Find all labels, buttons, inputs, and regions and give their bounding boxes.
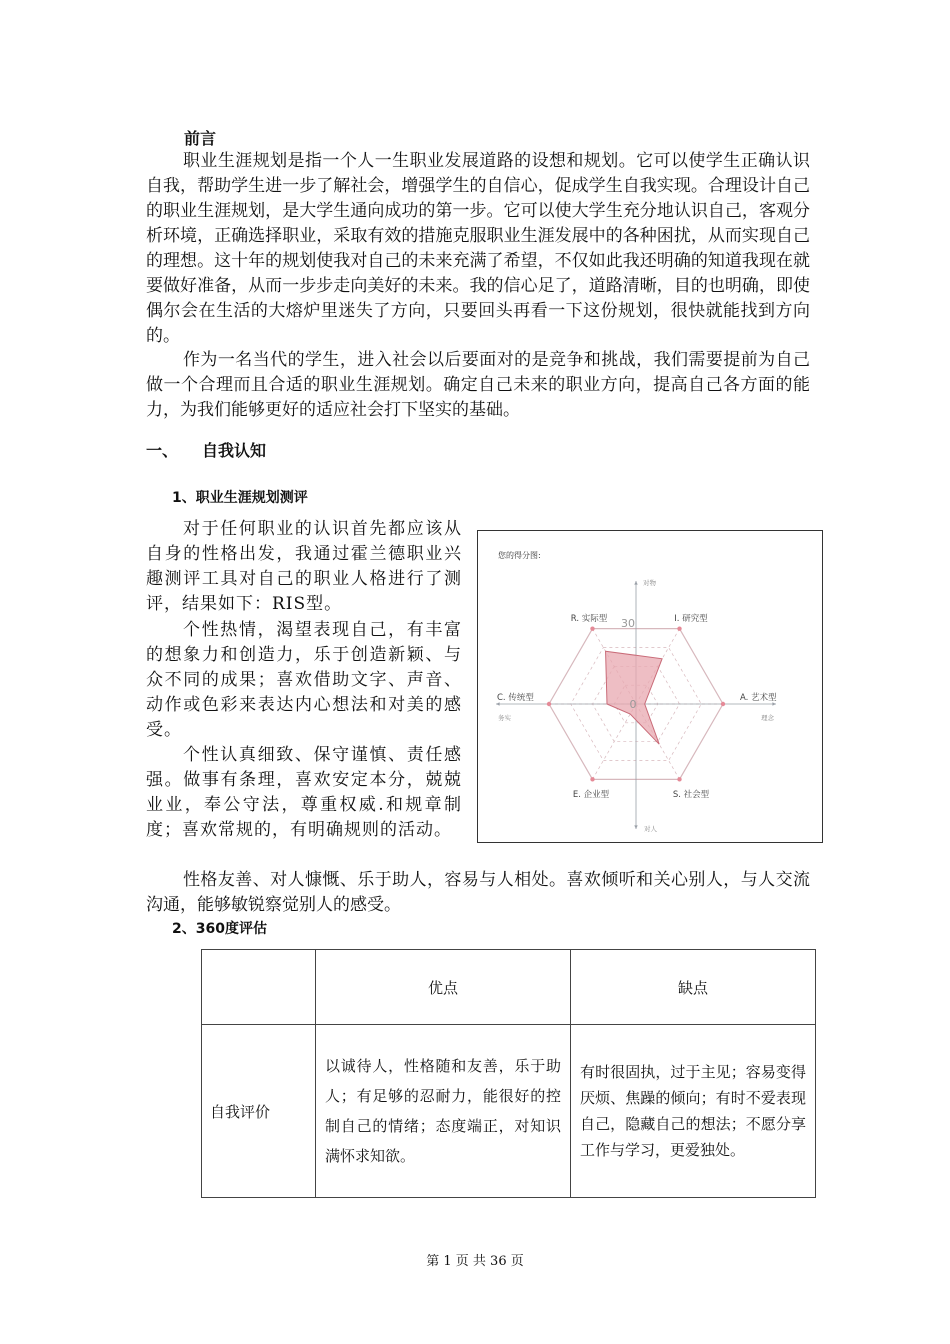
trait-paragraph-1: 个性热情，渴望表现自己，有丰富的想象力和创造力，乐于创造新颖、与众不同的成果；喜欢借助文字、声音、动作或色彩来表达内心想法和对美的感受。 bbox=[146, 620, 462, 740]
chart-title: 您的得分图: bbox=[498, 551, 541, 560]
vertex-dot-3 bbox=[721, 702, 725, 706]
radar-chart bbox=[478, 531, 824, 844]
trait-paragraph-3: 性格友善、对人慷慨、乐于助人，容易与人相处。喜欢倾听和关心别人，与人交流沟通，能够敏锐察觉别人的感受。 bbox=[146, 870, 810, 915]
preface-title: 前言 bbox=[184, 129, 217, 148]
axis-label-2: I. 研究型 bbox=[674, 614, 708, 624]
section-number: 一、 bbox=[146, 441, 179, 460]
vertex-dot-4 bbox=[677, 777, 681, 781]
axis-down-arrowhead bbox=[634, 825, 637, 829]
section-title: 自我认知 bbox=[202, 441, 267, 460]
trait-paragraph-2: 个性认真细致、保守谨慎、责任感强。做事有条理，喜欢安定本分，兢兢业业，奉公守法，尊重权威.和规章制度；喜欢常规的，有明确规则的活动。 bbox=[146, 745, 462, 840]
axis-up-arrowhead bbox=[634, 581, 637, 585]
subsection-heading-2: 2、360度评估 bbox=[172, 921, 267, 937]
vertex-dot-1 bbox=[590, 626, 594, 630]
section-heading bbox=[146, 438, 266, 461]
tick-label-max: 30 bbox=[621, 617, 635, 630]
page-footer: 第 1 页 共 36 页 bbox=[426, 1254, 524, 1269]
table-header-row bbox=[202, 950, 816, 1025]
direction-label-bottom: 对人 bbox=[644, 825, 657, 833]
preface-paragraph-1: 职业生涯规划是指一个人一生职业发展道路的设想和规划。它可以使学生正确认识自我，帮助学生进一步了解社会，增强学生的自信心，促成学生自我实现。合理设计自己的职业生涯规划，是大学生通向成功的第一步。它可以使大学生充分地认识自己，客观分析环境，正确选择职业，采取有效的措施克服职业生涯发展中的各种困扰，从而实现自己的理想。这十年的规划使我对自己的未来充满了希望，不仅如此我还明确的知道我现在就要做好准备，从而一步步走向美好的未来。我的信心足了，道路清晰，目的也明确，即使偶尔会在生活的大熔炉里迷失了方向，只要回头再看一下这份规划，很快就能找到方向的。 bbox=[146, 151, 810, 346]
table-header-cons: 缺点 bbox=[571, 950, 816, 1025]
direction-label-left: 务实 bbox=[498, 714, 511, 722]
vertex-dot-2 bbox=[677, 626, 681, 630]
row-label: 自我评价 bbox=[202, 1025, 316, 1198]
cons-cell: 有时很固执，过于主见；容易变得厌烦、焦躁的倾向；有时不爱表现自己，隐藏自己的想法；不愿分享工作与学习，更爱独处。 bbox=[571, 1025, 816, 1198]
table-row bbox=[202, 1025, 816, 1198]
table-header-pros: 优点 bbox=[316, 950, 571, 1025]
vertex-dot-6 bbox=[547, 702, 551, 706]
tick-label-min: 0 bbox=[629, 698, 637, 711]
axis-label-3: A. 艺术型 bbox=[740, 693, 777, 703]
axis-label-1: R. 实际型 bbox=[570, 614, 608, 624]
subsection-heading-1: 1、职业生涯规划测评 bbox=[172, 490, 308, 506]
direction-label-top: 对物 bbox=[643, 579, 656, 587]
pros-cell: 以诚待人，性格随和友善，乐于助人；有足够的忍耐力，能很好的控制自己的情绪；态度端正，对知识满怀求知欲。 bbox=[316, 1025, 571, 1198]
intro-paragraph: 对于任何职业的认识首先都应该从自身的性格出发，我通过霍兰德职业兴趣测评工具对自己的职业人格进行了测评，结果如下：RIS型。 bbox=[146, 519, 462, 614]
preface-paragraph-2: 作为一名当代的学生，进入社会以后要面对的是竞争和挑战，我们需要提前为自己做一个合理而且合适的职业生涯规划。确定自己未来的职业方向，提高自己各方面的能力，为我们能够更好的适应社会打下坚实的基础。 bbox=[146, 350, 810, 420]
axis-label-4: S. 社会型 bbox=[672, 790, 710, 800]
evaluation-table bbox=[201, 949, 816, 1198]
axis-label-6: C. 传统型 bbox=[497, 693, 534, 703]
radar-chart-frame bbox=[477, 530, 823, 843]
direction-label-right: 理念 bbox=[761, 714, 774, 722]
axis-label-5: E. 企业型 bbox=[572, 790, 610, 800]
table-header-cell-empty bbox=[202, 950, 316, 1025]
vertex-dot-5 bbox=[590, 777, 594, 781]
